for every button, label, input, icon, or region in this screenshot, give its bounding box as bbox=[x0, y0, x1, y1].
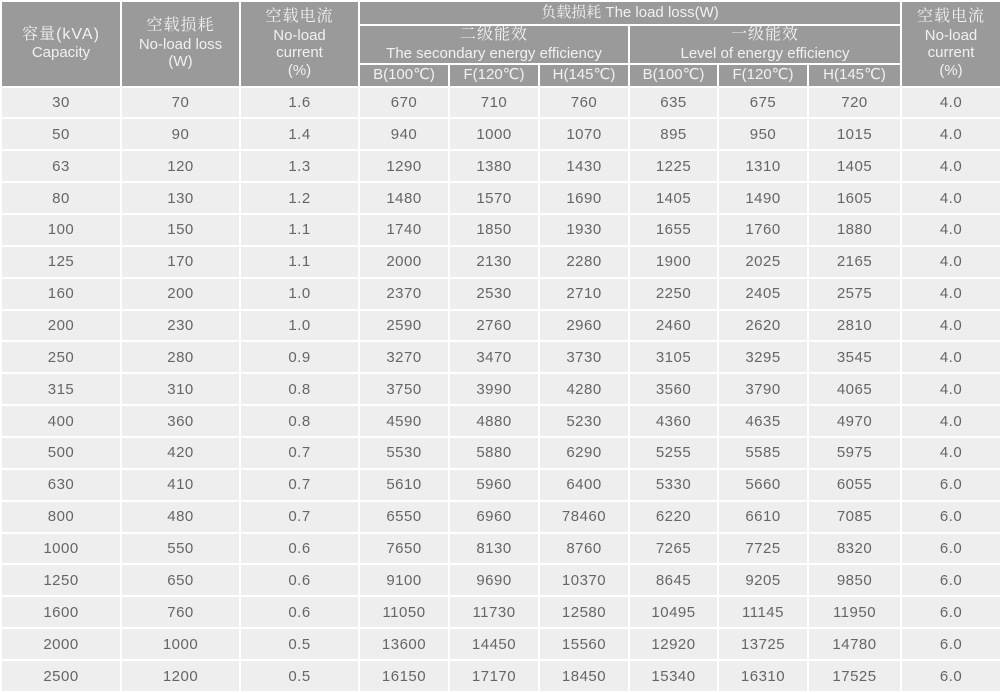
table-cell: 1000 bbox=[1, 533, 121, 565]
no-load-current-right-en2: current bbox=[927, 44, 975, 62]
table-cell: 4.0 bbox=[901, 437, 1000, 469]
table-cell: 670 bbox=[359, 87, 449, 119]
table-cell: 125 bbox=[1, 246, 121, 278]
no-load-loss-header-unit: (W) bbox=[168, 53, 193, 71]
table-cell: 8760 bbox=[539, 533, 629, 565]
table-cell: 420 bbox=[121, 437, 240, 469]
level1-temp-h-header: H(145℃) bbox=[808, 64, 901, 87]
table-cell: 0.7 bbox=[240, 501, 359, 533]
table-cell: 6.0 bbox=[901, 533, 1000, 565]
table-cell: 200 bbox=[121, 278, 240, 310]
table-cell: 2590 bbox=[359, 310, 449, 342]
table-cell: 15340 bbox=[629, 660, 718, 692]
table-cell: 0.6 bbox=[240, 596, 359, 628]
table-row bbox=[1, 501, 1000, 533]
table-cell: 160 bbox=[1, 278, 121, 310]
secondary-efficiency-en: The secondary energy efficiency bbox=[386, 44, 602, 62]
table-cell: 2530 bbox=[449, 278, 539, 310]
table-cell: 1600 bbox=[1, 596, 121, 628]
table-cell: 3560 bbox=[629, 373, 718, 405]
table-cell: 675 bbox=[718, 87, 808, 119]
table-cell: 4.0 bbox=[901, 373, 1000, 405]
table-cell: 1930 bbox=[539, 214, 629, 246]
table-cell: 78460 bbox=[539, 501, 629, 533]
table-cell: 3270 bbox=[359, 341, 449, 373]
table-cell: 6610 bbox=[718, 501, 808, 533]
table-cell: 2025 bbox=[718, 246, 808, 278]
table-cell: 940 bbox=[359, 118, 449, 150]
table-cell: 2000 bbox=[1, 628, 121, 660]
table-cell: 13600 bbox=[359, 628, 449, 660]
no-load-current-right-unit: (%) bbox=[939, 62, 963, 80]
table-cell: 5530 bbox=[359, 437, 449, 469]
table-cell: 1760 bbox=[718, 214, 808, 246]
table-cell: 3750 bbox=[359, 373, 449, 405]
no-load-current-right-header bbox=[901, 1, 1000, 87]
no-load-loss-header bbox=[121, 1, 240, 87]
table-cell: 1.1 bbox=[240, 246, 359, 278]
table-cell: 1000 bbox=[121, 628, 240, 660]
table-cell: 12920 bbox=[629, 628, 718, 660]
table-cell: 16150 bbox=[359, 660, 449, 692]
table-cell: 6220 bbox=[629, 501, 718, 533]
table-cell: 0.6 bbox=[240, 533, 359, 565]
table-cell: 4635 bbox=[718, 405, 808, 437]
table-cell: 17525 bbox=[808, 660, 901, 692]
secondary-efficiency-header bbox=[359, 25, 629, 64]
table-cell: 0.5 bbox=[240, 660, 359, 692]
table-cell: 80 bbox=[1, 182, 121, 214]
no-load-current-left-en1: No-load bbox=[273, 26, 326, 44]
table-row bbox=[1, 150, 1000, 182]
no-load-current-right-zh: 空载电流 bbox=[917, 7, 986, 25]
table-cell: 1570 bbox=[449, 182, 539, 214]
table-cell: 1690 bbox=[539, 182, 629, 214]
secondary-temp-h-header: H(145℃) bbox=[539, 64, 629, 87]
table-cell: 1290 bbox=[359, 150, 449, 182]
secondary-efficiency-zh: 二级能效 bbox=[459, 26, 528, 43]
no-load-current-left-header bbox=[240, 1, 359, 87]
table-cell: 1070 bbox=[539, 118, 629, 150]
table-cell: 4.0 bbox=[901, 150, 1000, 182]
table-cell: 1430 bbox=[539, 150, 629, 182]
table-cell: 1490 bbox=[718, 182, 808, 214]
table-cell: 5660 bbox=[718, 469, 808, 501]
table-row bbox=[1, 214, 1000, 246]
table-cell: 1405 bbox=[808, 150, 901, 182]
table-cell: 1.0 bbox=[240, 278, 359, 310]
table-cell: 720 bbox=[808, 87, 901, 119]
table-cell: 90 bbox=[121, 118, 240, 150]
table-cell: 5230 bbox=[539, 405, 629, 437]
table-cell: 360 bbox=[121, 405, 240, 437]
table-cell: 0.8 bbox=[240, 405, 359, 437]
table-cell: 4.0 bbox=[901, 246, 1000, 278]
table-cell: 2370 bbox=[359, 278, 449, 310]
no-load-current-left-zh: 空载电流 bbox=[265, 7, 334, 25]
table-cell: 10495 bbox=[629, 596, 718, 628]
table-cell: 0.8 bbox=[240, 373, 359, 405]
table-cell: 8645 bbox=[629, 564, 718, 596]
table-cell: 4.0 bbox=[901, 310, 1000, 342]
table-cell: 1015 bbox=[808, 118, 901, 150]
table-row bbox=[1, 246, 1000, 278]
table-cell: 0.7 bbox=[240, 469, 359, 501]
table-cell: 2810 bbox=[808, 310, 901, 342]
table-row bbox=[1, 564, 1000, 596]
table-cell: 1900 bbox=[629, 246, 718, 278]
table-cell: 1.6 bbox=[240, 87, 359, 119]
table-cell: 315 bbox=[1, 373, 121, 405]
table-cell: 895 bbox=[629, 118, 718, 150]
table-cell: 5975 bbox=[808, 437, 901, 469]
table-cell: 130 bbox=[121, 182, 240, 214]
table-cell: 1000 bbox=[449, 118, 539, 150]
table-cell: 4065 bbox=[808, 373, 901, 405]
table-cell: 6290 bbox=[539, 437, 629, 469]
table-cell: 3295 bbox=[718, 341, 808, 373]
table-cell: 6960 bbox=[449, 501, 539, 533]
table-cell: 4970 bbox=[808, 405, 901, 437]
level1-temp-f-header: F(120℃) bbox=[718, 64, 808, 87]
table-cell: 0.9 bbox=[240, 341, 359, 373]
table-cell: 16310 bbox=[718, 660, 808, 692]
table-cell: 30 bbox=[1, 87, 121, 119]
table-row bbox=[1, 405, 1000, 437]
table-cell: 7085 bbox=[808, 501, 901, 533]
table-cell: 11050 bbox=[359, 596, 449, 628]
table-cell: 3470 bbox=[449, 341, 539, 373]
table-cell: 7650 bbox=[359, 533, 449, 565]
table-cell: 650 bbox=[121, 564, 240, 596]
table-cell: 1880 bbox=[808, 214, 901, 246]
table-body bbox=[1, 87, 1000, 692]
table-cell: 2500 bbox=[1, 660, 121, 692]
table-cell: 550 bbox=[121, 533, 240, 565]
table-row bbox=[1, 596, 1000, 628]
table-cell: 70 bbox=[121, 87, 240, 119]
table-cell: 4.0 bbox=[901, 118, 1000, 150]
table-cell: 635 bbox=[629, 87, 718, 119]
table-row bbox=[1, 437, 1000, 469]
capacity-header-zh: 容量(kVA) bbox=[22, 25, 100, 43]
table-cell: 1250 bbox=[1, 564, 121, 596]
table-cell: 280 bbox=[121, 341, 240, 373]
table-row bbox=[1, 469, 1000, 501]
table-cell: 500 bbox=[1, 437, 121, 469]
no-load-current-left-unit: (%) bbox=[287, 62, 312, 80]
table-cell: 1380 bbox=[449, 150, 539, 182]
table-header bbox=[1, 1, 1000, 87]
table-cell: 50 bbox=[1, 118, 121, 150]
table-cell: 1.4 bbox=[240, 118, 359, 150]
table-cell: 1480 bbox=[359, 182, 449, 214]
table-cell: 4280 bbox=[539, 373, 629, 405]
table-cell: 2575 bbox=[808, 278, 901, 310]
table-cell: 760 bbox=[539, 87, 629, 119]
table-cell: 9100 bbox=[359, 564, 449, 596]
table-cell: 12580 bbox=[539, 596, 629, 628]
table-cell: 5585 bbox=[718, 437, 808, 469]
table-cell: 5880 bbox=[449, 437, 539, 469]
table-cell: 1405 bbox=[629, 182, 718, 214]
level1-efficiency-en: Level of energy efficiency bbox=[680, 44, 850, 62]
table-row bbox=[1, 87, 1000, 119]
table-cell: 760 bbox=[121, 596, 240, 628]
table-cell: 100 bbox=[1, 214, 121, 246]
table-cell: 9205 bbox=[718, 564, 808, 596]
table-cell: 10370 bbox=[539, 564, 629, 596]
table-cell: 2165 bbox=[808, 246, 901, 278]
table-cell: 8320 bbox=[808, 533, 901, 565]
table-cell: 4880 bbox=[449, 405, 539, 437]
table-cell: 800 bbox=[1, 501, 121, 533]
table-cell: 14780 bbox=[808, 628, 901, 660]
header-row-top bbox=[1, 1, 1000, 25]
table-cell: 1.2 bbox=[240, 182, 359, 214]
table-cell: 400 bbox=[1, 405, 121, 437]
table-cell: 480 bbox=[121, 501, 240, 533]
table-cell: 1310 bbox=[718, 150, 808, 182]
table-cell: 7265 bbox=[629, 533, 718, 565]
table-cell: 1605 bbox=[808, 182, 901, 214]
table-cell: 6550 bbox=[359, 501, 449, 533]
table-row bbox=[1, 373, 1000, 405]
table-cell: 6.0 bbox=[901, 501, 1000, 533]
table-cell: 9850 bbox=[808, 564, 901, 596]
level1-temp-b-header: B(100℃) bbox=[629, 64, 718, 87]
table-cell: 150 bbox=[121, 214, 240, 246]
table-cell: 6400 bbox=[539, 469, 629, 501]
no-load-loss-header-zh: 空载损耗 bbox=[146, 16, 215, 34]
level1-efficiency-header bbox=[629, 25, 901, 64]
table-cell: 2760 bbox=[449, 310, 539, 342]
table-cell: 3545 bbox=[808, 341, 901, 373]
table-cell: 4.0 bbox=[901, 405, 1000, 437]
table-cell: 2000 bbox=[359, 246, 449, 278]
table-cell: 1.0 bbox=[240, 310, 359, 342]
table-cell: 4590 bbox=[359, 405, 449, 437]
table-cell: 2620 bbox=[718, 310, 808, 342]
table-cell: 2405 bbox=[718, 278, 808, 310]
table-cell: 4.0 bbox=[901, 182, 1000, 214]
table-cell: 15560 bbox=[539, 628, 629, 660]
table-row bbox=[1, 182, 1000, 214]
table-cell: 310 bbox=[121, 373, 240, 405]
table-cell: 11950 bbox=[808, 596, 901, 628]
secondary-temp-b-header: B(100℃) bbox=[359, 64, 449, 87]
capacity-header bbox=[1, 1, 121, 87]
table-cell: 4.0 bbox=[901, 278, 1000, 310]
no-load-current-left-en2: current bbox=[276, 44, 323, 62]
table-row bbox=[1, 660, 1000, 692]
table-cell: 1850 bbox=[449, 214, 539, 246]
table-cell: 18450 bbox=[539, 660, 629, 692]
table-cell: 3730 bbox=[539, 341, 629, 373]
table-cell: 6.0 bbox=[901, 564, 1000, 596]
table-cell: 230 bbox=[121, 310, 240, 342]
table-cell: 17170 bbox=[449, 660, 539, 692]
table-cell: 11730 bbox=[449, 596, 539, 628]
load-loss-header: 负载损耗 The load loss(W) bbox=[359, 1, 901, 25]
table-cell: 1200 bbox=[121, 660, 240, 692]
table-cell: 250 bbox=[1, 341, 121, 373]
capacity-header-en: Capacity bbox=[31, 44, 91, 62]
table-cell: 1225 bbox=[629, 150, 718, 182]
table-cell: 2250 bbox=[629, 278, 718, 310]
table-cell: 200 bbox=[1, 310, 121, 342]
table-cell: 14450 bbox=[449, 628, 539, 660]
table-cell: 1.3 bbox=[240, 150, 359, 182]
table-cell: 410 bbox=[121, 469, 240, 501]
table-cell: 950 bbox=[718, 118, 808, 150]
table-row bbox=[1, 310, 1000, 342]
table-cell: 2960 bbox=[539, 310, 629, 342]
table-row bbox=[1, 341, 1000, 373]
table-cell: 6055 bbox=[808, 469, 901, 501]
table-cell: 2280 bbox=[539, 246, 629, 278]
table-cell: 0.6 bbox=[240, 564, 359, 596]
table-cell: 8130 bbox=[449, 533, 539, 565]
table-cell: 4360 bbox=[629, 405, 718, 437]
table-cell: 2460 bbox=[629, 310, 718, 342]
table-cell: 6.0 bbox=[901, 596, 1000, 628]
table-cell: 710 bbox=[449, 87, 539, 119]
no-load-loss-header-en: No-load loss bbox=[138, 35, 223, 53]
table-cell: 0.7 bbox=[240, 437, 359, 469]
table-row bbox=[1, 278, 1000, 310]
table-cell: 9690 bbox=[449, 564, 539, 596]
table-cell: 0.5 bbox=[240, 628, 359, 660]
table-cell: 3990 bbox=[449, 373, 539, 405]
table-row bbox=[1, 118, 1000, 150]
secondary-temp-f-header: F(120℃) bbox=[449, 64, 539, 87]
table-cell: 2130 bbox=[449, 246, 539, 278]
table-cell: 13725 bbox=[718, 628, 808, 660]
table-cell: 11145 bbox=[718, 596, 808, 628]
no-load-current-right-en1: No-load bbox=[924, 26, 978, 44]
table-cell: 1655 bbox=[629, 214, 718, 246]
table-cell: 4.0 bbox=[901, 341, 1000, 373]
table-cell: 4.0 bbox=[901, 214, 1000, 246]
table-cell: 4.0 bbox=[901, 87, 1000, 119]
table-cell: 3790 bbox=[718, 373, 808, 405]
table-cell: 3105 bbox=[629, 341, 718, 373]
table-cell: 1.1 bbox=[240, 214, 359, 246]
level1-efficiency-zh: 一级能效 bbox=[731, 26, 800, 43]
table-cell: 5255 bbox=[629, 437, 718, 469]
table-cell: 6.0 bbox=[901, 628, 1000, 660]
table-cell: 1740 bbox=[359, 214, 449, 246]
table-cell: 5330 bbox=[629, 469, 718, 501]
table-cell: 7725 bbox=[718, 533, 808, 565]
table-row bbox=[1, 533, 1000, 565]
table-cell: 170 bbox=[121, 246, 240, 278]
table-cell: 5610 bbox=[359, 469, 449, 501]
table-cell: 63 bbox=[1, 150, 121, 182]
table-cell: 2710 bbox=[539, 278, 629, 310]
table-cell: 6.0 bbox=[901, 660, 1000, 692]
table-cell: 5960 bbox=[449, 469, 539, 501]
table-cell: 6.0 bbox=[901, 469, 1000, 501]
table-cell: 120 bbox=[121, 150, 240, 182]
table-cell: 630 bbox=[1, 469, 121, 501]
table-row bbox=[1, 628, 1000, 660]
